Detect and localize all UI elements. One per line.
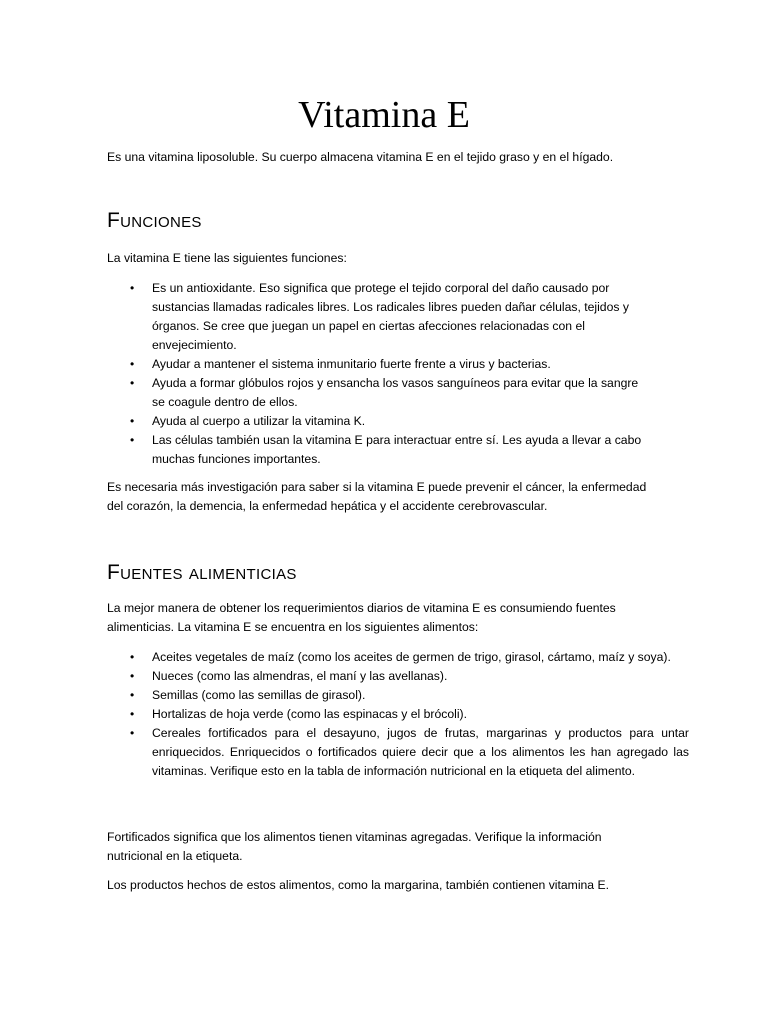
list-item: • Aceites vegetales de maíz (como los aceites de germen de trigo, girasol, cártamo, maíz y soya). — [107, 648, 689, 667]
funciones-closing: Es necesaria más investigación para saber si la vitamina E puede prevenir el cáncer, la enfermedad del corazón, la demencia, la enfermedad hepática y el accidente cerebrovascular. — [107, 480, 647, 513]
fuentes-note-fortificados: Fortificados significa que los alimentos tienen vitaminas agregadas. Verifique la información nutricional en la etiqueta. — [107, 830, 602, 863]
list-item: • Las células también usan la vitamina E para interactuar entre sí. Les ayuda a llevar a cabo muchas funciones importantes. — [130, 433, 642, 466]
list-item: • Ayuda a formar glóbulos rojos y ensancha los vasos sanguíneos para evitar que la sangre se coagule dentro de ellos. — [130, 376, 639, 409]
fuentes-note-productos: Los productos hechos de estos alimentos, como la margarina, también contienen vitamina E. — [107, 878, 609, 892]
bullet-icon: • — [130, 688, 135, 702]
bullet-icon: • — [130, 650, 135, 664]
list-item: • Es un antioxidante. Eso significa que protege el tejido corporal del daño causado por sustancias llamadas radicales libres. Los radicales libres pueden dañar células, tejidos y órganos. Se cree que juegan un papel en ciertas afecciones relacionadas con el envejecimiento. — [130, 281, 629, 352]
list-item: • Nueces (como las almendras, el maní y las avellanas). — [107, 667, 689, 686]
bullet-icon: • — [130, 669, 135, 683]
list-item: • Hortalizas de hoja verde (como las espinacas y el brócoli). — [107, 705, 689, 724]
list-item: • Ayudar a mantener el sistema inmunitario fuerte frente a virus y bacterias. — [107, 355, 652, 374]
list-item: • Semillas (como las semillas de girasol). — [107, 686, 689, 705]
bullet-icon: • — [130, 707, 135, 721]
funciones-list — [107, 279, 652, 469]
bullet-icon: • — [130, 376, 135, 390]
bullet-icon: • — [130, 433, 135, 447]
fuentes-lead: La mejor manera de obtener los requerimientos diarios de vitamina E es consumiendo fuentes alimenticias. La vitamina E se encuentra en los siguientes alimentos: — [107, 601, 616, 634]
funciones-lead: La vitamina E tiene las siguientes funciones: — [107, 251, 347, 265]
fuentes-heading: Fuentes alimenticias — [107, 561, 297, 584]
bullet-icon: • — [130, 414, 135, 428]
bullet-icon: • — [130, 726, 135, 740]
list-item: • Cereales fortificados para el desayuno, jugos de frutas, margarinas y productos para untar enriquecidos. Enriquecidos o fortificados quiere decir que a los alimentos les han agregado las vitaminas. Verifique esto en la tabla de información nutricional en la etiqueta del alimento. — [130, 726, 689, 778]
bullet-icon: • — [130, 357, 135, 371]
list-item: • Ayuda al cuerpo a utilizar la vitamina K. — [107, 412, 652, 431]
bullet-icon: • — [130, 281, 135, 295]
funciones-heading: Funciones — [107, 209, 202, 232]
intro-paragraph: Es una vitamina liposoluble. Su cuerpo almacena vitamina E en el tejido graso y en el hígado. — [107, 150, 614, 164]
fuentes-list — [107, 648, 689, 781]
document-title: Vitamina E — [298, 94, 470, 136]
